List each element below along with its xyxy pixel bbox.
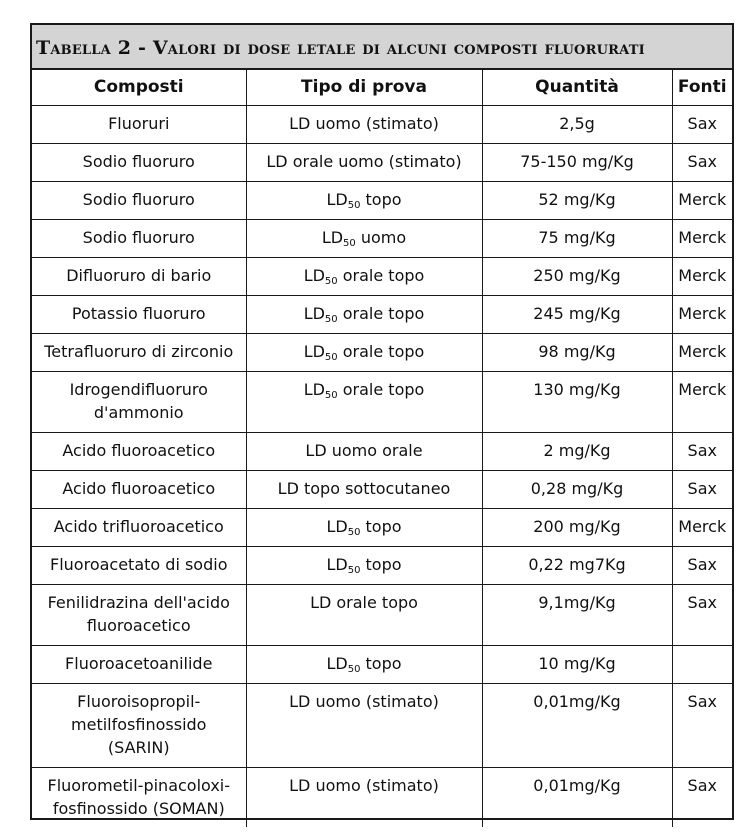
table-title-rest: Valori di dose letale di alcuni composti fluorurati: [152, 37, 645, 59]
test-type-text: LD: [326, 190, 348, 209]
table-title-separator: -: [131, 37, 153, 59]
compound-name-line: (SARIN): [107, 738, 170, 757]
test-type-text: LD uomo (stimato): [289, 114, 439, 133]
source-cell: Merck: [672, 372, 732, 433]
compound-name-line: Fenilidrazina dell'acido: [47, 593, 230, 612]
ld50-subscript: 50: [347, 664, 361, 675]
test-type-text: LD: [303, 266, 325, 285]
test-type-suffix: orale topo: [337, 304, 425, 323]
test-type-cell: [246, 106, 482, 144]
source-cell: Sax: [687, 776, 717, 795]
compound-name-line: Acido trifluoroacetico: [53, 517, 224, 536]
quantity-cell: 2 mg/Kg: [482, 433, 672, 471]
table-row: [32, 144, 732, 182]
source-cell: Sax: [672, 585, 732, 646]
source-cell: Sax: [672, 433, 732, 471]
source-cell: Sax: [672, 547, 732, 585]
compound-name-line: Acido fluoroacetico: [62, 479, 216, 498]
quantity-cell: 10 mg/Kg: [482, 646, 672, 684]
test-type-suffix: uomo: [355, 228, 407, 247]
test-type-cell: [246, 646, 482, 684]
header-sources: Fonti: [672, 70, 732, 106]
quantity-cell: 2,5g: [482, 106, 672, 144]
compound-name-line: metilfosfinossido: [71, 715, 207, 734]
source-cell: Merck: [672, 182, 732, 220]
compound-cell: [32, 220, 246, 258]
compound-name-line: Sodio fluoruro: [82, 228, 195, 247]
test-type-suffix: topo: [360, 555, 402, 574]
test-type-cell: [246, 768, 482, 828]
test-type-cell: [246, 334, 482, 372]
test-type-suffix: topo: [360, 517, 402, 536]
test-type-text: LD: [326, 555, 348, 574]
compound-cell: [32, 372, 246, 433]
source-cell: Sax: [672, 471, 732, 509]
table-row: [32, 768, 732, 828]
test-type-cell: [246, 471, 482, 509]
compound-name-line: Fluoroisopropil-: [77, 692, 201, 711]
test-type-text: LD: [303, 304, 325, 323]
compound-name-line: Tetrafluoruro di zirconio: [44, 342, 234, 361]
compound-cell: [32, 334, 246, 372]
table-row: [32, 585, 732, 646]
test-type-text: LD: [303, 380, 325, 399]
compound-name-line: Sodio fluoruro: [82, 152, 195, 171]
test-type-text: LD: [326, 517, 348, 536]
ld50-subscript: 50: [324, 390, 338, 401]
table-row: [32, 433, 732, 471]
quantity-cell: 0,22 mg7Kg: [482, 547, 672, 585]
table-row: [32, 372, 732, 433]
test-type-cell: [246, 433, 482, 471]
quantity-cell: 98 mg/Kg: [482, 334, 672, 372]
header-quantity: Quantità: [482, 70, 672, 106]
test-type-text: LD orale uomo (stimato): [266, 152, 462, 171]
test-type-cell: [246, 258, 482, 296]
test-type-text: LD uomo (stimato): [289, 692, 439, 711]
table-row: [32, 220, 732, 258]
ld50-subscript: 50: [343, 238, 356, 249]
source-cell: Merck: [672, 220, 732, 258]
compound-cell: [32, 106, 246, 144]
compound-cell: [32, 768, 246, 828]
compound-name-line: Fluoroacetato di sodio: [50, 555, 228, 574]
ld50-subscript: 50: [324, 352, 338, 363]
compound-name-line: Fluoruri: [108, 114, 170, 133]
test-type-text: LD uomo (stimato): [289, 776, 439, 795]
quantity-cell: 75 mg/Kg: [482, 220, 672, 258]
compound-cell: [32, 182, 246, 220]
compound-name-line: Idrogendifluoruro: [69, 380, 208, 399]
table-row: [32, 182, 732, 220]
table-row: [32, 684, 732, 768]
table-row: [32, 296, 732, 334]
table-title: [32, 25, 732, 70]
header-test-type: Tipo di prova: [246, 70, 482, 106]
ld50-subscript: 50: [347, 527, 361, 538]
compound-cell: [32, 296, 246, 334]
quantity-cell: 75-150 mg/Kg: [482, 144, 672, 182]
source-cell: Sax: [672, 106, 732, 144]
table-row: [32, 106, 732, 144]
compound-cell: [32, 433, 246, 471]
test-type-text: LD topo sottocutaneo: [277, 479, 451, 498]
ld50-subscript: 50: [347, 200, 361, 211]
test-type-suffix: orale topo: [337, 342, 425, 361]
test-type-suffix: topo: [360, 190, 402, 209]
compound-name-line: fosfinossido (SOMAN): [52, 799, 225, 818]
test-type-text: LD: [303, 342, 325, 361]
lethal-dose-table: [32, 70, 732, 827]
compound-name-line: fluoroacetico: [86, 616, 191, 635]
header-compounds: Composti: [32, 70, 246, 106]
quantity-cell: 250 mg/Kg: [482, 258, 672, 296]
header-row: [32, 70, 732, 106]
quantity-cell: 0,28 mg/Kg: [482, 471, 672, 509]
table-row: [32, 258, 732, 296]
source-cell: [672, 646, 732, 684]
table-row: [32, 547, 732, 585]
table-row: [32, 471, 732, 509]
compound-cell: [32, 547, 246, 585]
test-type-cell: [246, 585, 482, 646]
test-type-suffix: orale topo: [337, 266, 425, 285]
compound-cell: [32, 144, 246, 182]
table-frame: [30, 23, 734, 820]
compound-cell: [32, 509, 246, 547]
test-type-cell: [246, 547, 482, 585]
source-cell: Sax: [672, 144, 732, 182]
quantity-cell: 245 mg/Kg: [482, 296, 672, 334]
test-type-text: LD: [321, 228, 344, 247]
table-row: [32, 646, 732, 684]
source-cell: Sax: [672, 684, 732, 768]
compound-cell: [32, 471, 246, 509]
compound-name-line: Fluoroacetoanilide: [65, 654, 213, 673]
quantity-cell: 200 mg/Kg: [482, 509, 672, 547]
test-type-suffix: orale topo: [337, 380, 425, 399]
test-type-text: LD orale topo: [310, 593, 418, 612]
compound-cell: [32, 258, 246, 296]
compound-name-line: Fluorometil-pinacoloxi-: [47, 776, 231, 795]
test-type-cell: [246, 182, 482, 220]
source-cell: Merck: [672, 334, 732, 372]
compound-name-line: Sodio fluoruro: [82, 190, 195, 209]
ld50-subscript: 50: [324, 314, 338, 325]
test-type-cell: [246, 296, 482, 334]
source-cell: Merck: [672, 296, 732, 334]
table-row: [32, 509, 732, 547]
quantity-cell: 52 mg/Kg: [482, 182, 672, 220]
test-type-cell: [246, 372, 482, 433]
quantity-cell: 0,01mg/Kg: [482, 684, 672, 768]
table-row: [32, 334, 732, 372]
compound-cell: [32, 646, 246, 684]
compound-cell: [32, 585, 246, 646]
quantity-cell: 0,01mg/Kg: [482, 768, 672, 828]
compound-cell: [32, 684, 246, 768]
compound-name-line: Acido fluoroacetico: [62, 441, 216, 460]
test-type-text: LD uomo orale: [305, 441, 423, 460]
source-cell: Merck: [672, 509, 732, 547]
test-type-suffix: topo: [360, 654, 402, 673]
test-type-cell: [246, 220, 482, 258]
compound-name-line: Potassio fluoruro: [71, 304, 206, 323]
ld50-subscript: 50: [324, 276, 338, 287]
compound-name-line: Difluoruro di bario: [66, 266, 212, 285]
ld50-subscript: 50: [347, 565, 361, 576]
quantity-cell: 130 mg/Kg: [482, 372, 672, 433]
test-type-cell: [246, 684, 482, 768]
test-type-text: LD: [326, 654, 348, 673]
compound-name-line: d'ammonio: [93, 403, 184, 422]
table-title-lead: Tabella 2: [36, 37, 132, 59]
test-type-cell: [246, 144, 482, 182]
source-cell: Merck: [672, 258, 732, 296]
quantity-cell: 9,1mg/Kg: [482, 585, 672, 646]
test-type-cell: [246, 509, 482, 547]
